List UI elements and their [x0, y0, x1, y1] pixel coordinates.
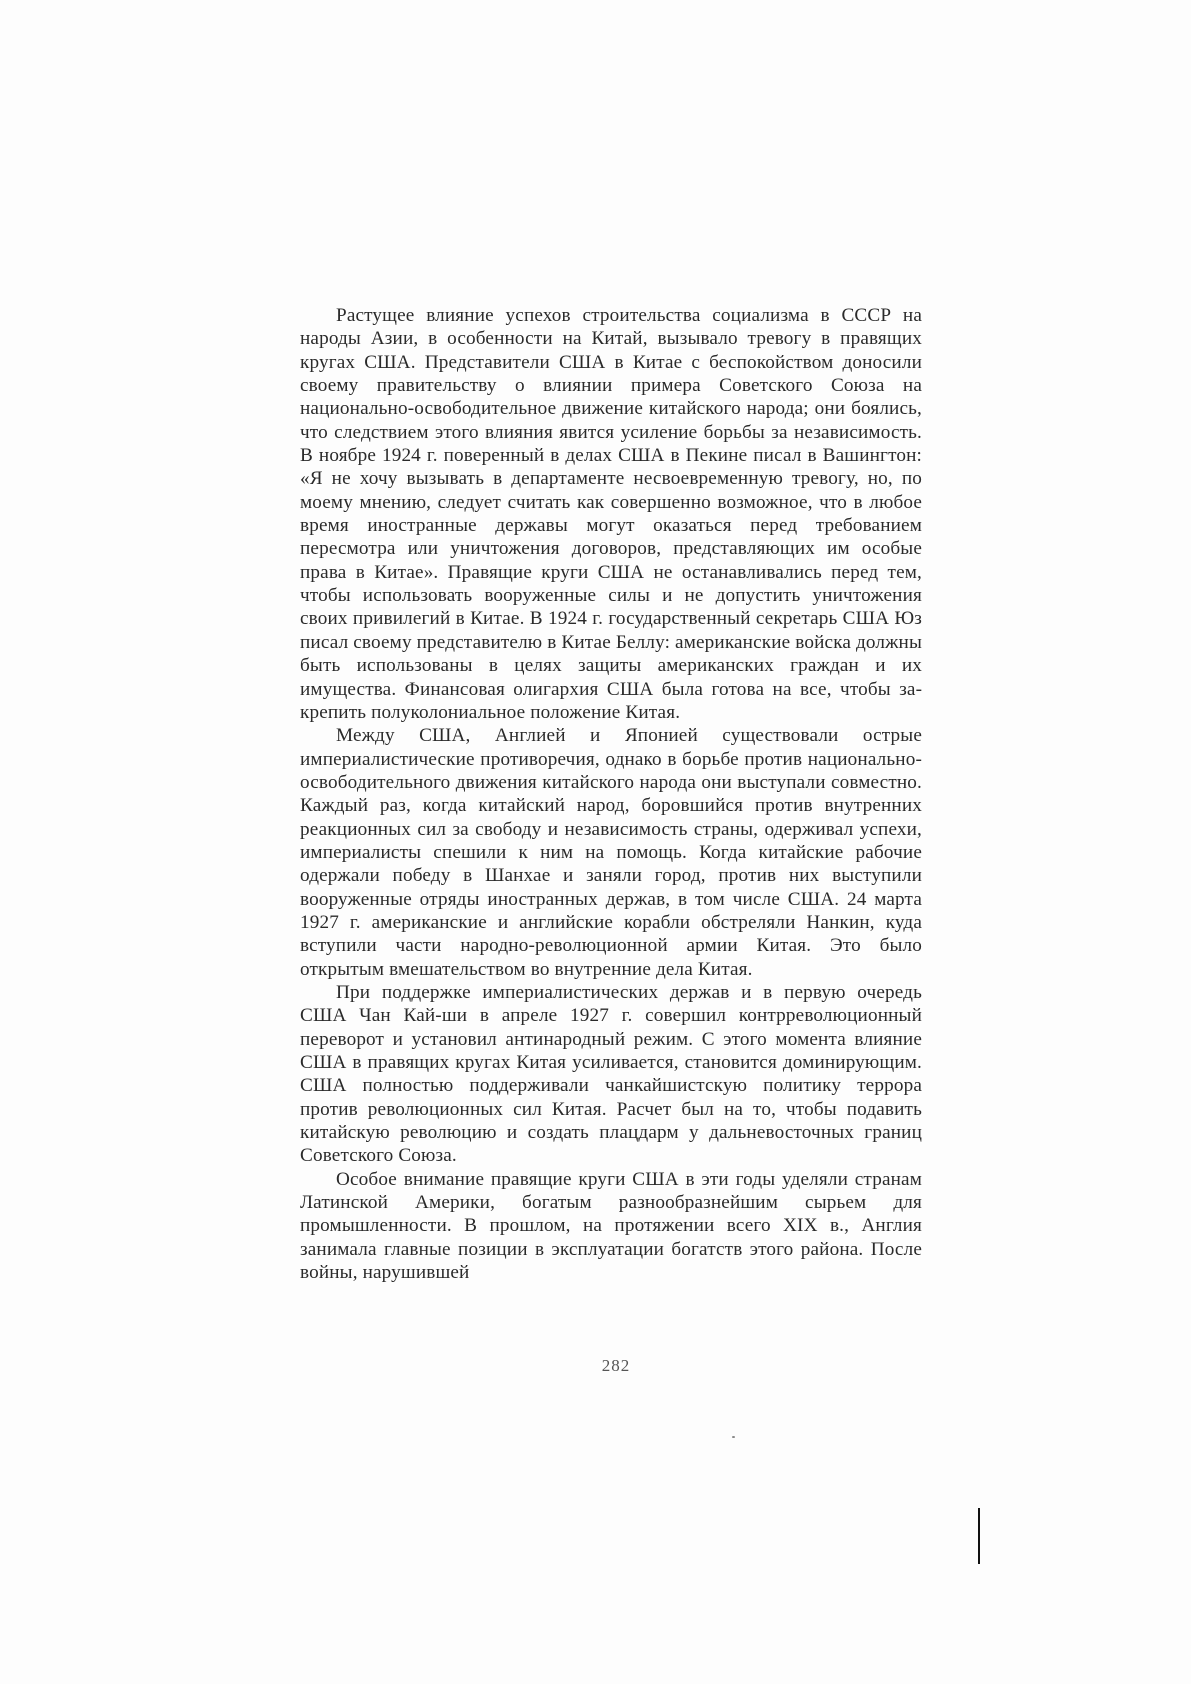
paragraph-3: При поддержке империалистических держав и в первую очередь США Чан Кай-ши в апреле 1927 г. совершил контрреволюционный переворот и установил антинародный режим. С этого момента влияние США в правящих кругах Китая усиливается, становится доминирующим. США полностью поддерживали чанкайшистскую политику террора против революционных сил Китая. Расчет был на то, чтобы подавить китайскую революцию и создать плацдарм у дальневосточных границ Советского Союза. — [300, 981, 922, 1167]
page-number: 282 — [601, 1356, 631, 1375]
paragraph-2: Между США, Англией и Японией существовали острые империалистические противоречия, однако в борьбе против национально-освободительного движения китайского народа они выступали совместно. Каждый раз, когда китайский народ, боровшийся против внутренних реакционных сил за свободу и независимость страны, одерживал успехи, империалисты спешили к ним на помощь. Когда китайские рабочие одержали победу в Шанхае и заняли город, против них выступили вооруженные отряды иностранных держав, в том числе США. 24 марта 1927 г. американские и английские корабли обстреляли Нанкин, куда вступили части народно-революционной армии Китая. Это было открытым вмешательством во внутренние дела Китая. — [300, 725, 922, 980]
scan-edge-mark — [978, 1508, 980, 1564]
paragraph-4: Особое внимание правящие круги США в эти годы уделяли странам Латинской Америки, богатым разнообразнейшим сырьем для промышленности. В прошлом, на протяжении всего XIX в., Англия занимала главные позиции в эксплуатации богатств этого района. После войны, нарушившей — [300, 1168, 922, 1284]
paragraph-1: Растущее влияние успехов строительства социализма в СССР на народы Азии, в особенности на Китай, вызывало тревогу в правящих кругах США. Представители США в Китае с беспокойством доносили своему правительству о влиянии примера Советского Союза на национально-освободительное движение китайского народа; они боялись, что следствием этого влияния явится усиление борьбы за независимость. В ноябре 1924 г. поверенный в делах США в Пекине писал в Вашингтон: «Я не хочу вызывать в департаменте несвоевременную тревогу, но, по моему мнению, следует считать как совершенно возможное, что в любое время иностранные державы могут оказаться перед требованием пересмотра или уничтожения договоров, представляющих им особые права в Китае». Правящие круги США не останавливались перед тем, чтобы использовать вооруженные силы и не допустить уничтожения своих привилегий в Китае. В 1924 г. государственный секретарь США Юз писал своему представителю в Китае Беллу: американские войска должны быть использованы в целях защиты американских граждан и их имущества. Финансовая олигархия США была готова на все, чтобы закрепить полуколониальное положение Китая. — [300, 305, 922, 723]
scan-speck — [732, 1436, 735, 1438]
body-text — [300, 304, 922, 1284]
